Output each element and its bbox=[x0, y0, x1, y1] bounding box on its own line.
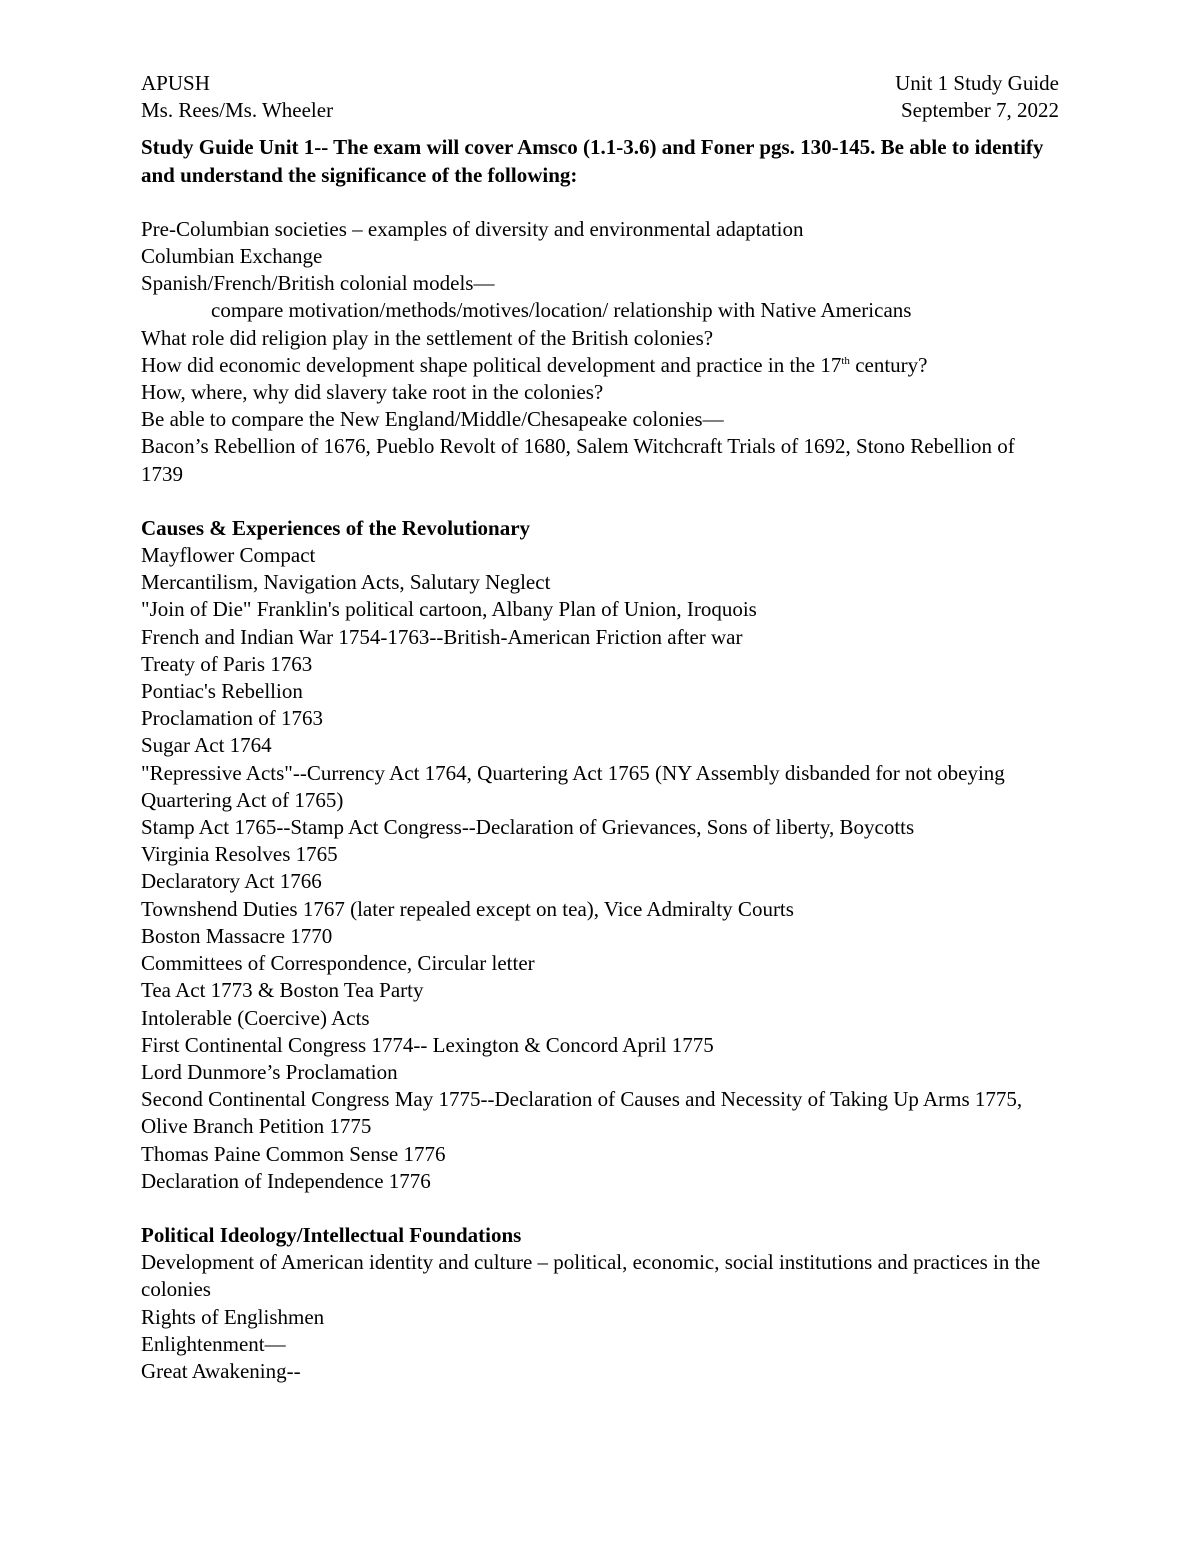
list-item: Development of American identity and culture – political, economic, social institutions and practices in the colonies bbox=[141, 1250, 1041, 1302]
list-item: Pontiac's Rebellion bbox=[141, 679, 303, 704]
list-item: Lord Dunmore’s Proclamation bbox=[141, 1059, 398, 1084]
document-title: Unit 1 Study Guide bbox=[895, 71, 1059, 95]
list-item: "Join of Die" Franklin's political cartoon, Albany Plan of Union, Iroquois bbox=[141, 597, 757, 622]
list-item: Mayflower Compact bbox=[141, 543, 316, 568]
list-item: Proclamation of 1763 bbox=[141, 706, 323, 731]
list-item: Sugar Act 1764 bbox=[141, 733, 272, 758]
list-item: Intolerable (Coercive) Acts bbox=[141, 1005, 370, 1030]
section-heading: Political Ideology/Intellectual Foundations bbox=[141, 1222, 522, 1247]
list-item: How, where, why did slavery take root in the colonies? bbox=[141, 380, 604, 405]
list-item: Bacon’s Rebellion of 1676, Pueblo Revolt of 1680, Salem Witchcraft Trials of 1692, Stono Rebellion of 1739 bbox=[141, 434, 1015, 486]
course-name: APUSH bbox=[141, 71, 210, 95]
list-item: Columbian Exchange bbox=[141, 244, 323, 269]
section-ideology bbox=[141, 1222, 1059, 1385]
list-item: Committees of Correspondence, Circular letter bbox=[141, 951, 535, 976]
header-row-1 bbox=[141, 70, 1059, 97]
section-overview bbox=[141, 216, 1059, 488]
list-item-text: century? bbox=[849, 352, 928, 377]
spacer bbox=[141, 488, 1059, 515]
superscript-ordinal: th bbox=[841, 354, 850, 367]
document-page bbox=[141, 70, 1059, 1385]
list-item: Spanish/French/British colonial models— bbox=[141, 271, 495, 296]
study-guide-intro: Study Guide Unit 1-- The exam will cover Amsco (1.1-3.6) and Foner pgs. 130-145. Be able to identify and understand the significance of the following: bbox=[141, 135, 1044, 187]
list-item: Townshend Duties 1767 (later repealed except on tea), Vice Admiralty Courts bbox=[141, 896, 794, 921]
list-item bbox=[141, 352, 1059, 379]
list-item: Second Continental Congress May 1775--Declaration of Causes and Necessity of Taking Up Arms 1775, Olive Branch Petition 1775 bbox=[141, 1087, 1023, 1139]
list-item: Declaration of Independence 1776 bbox=[141, 1168, 431, 1193]
spacer bbox=[141, 189, 1059, 216]
list-item: Stamp Act 1765--Stamp Act Congress--Declaration of Grievances, Sons of liberty, Boycotts bbox=[141, 815, 915, 840]
list-item: Great Awakening-- bbox=[141, 1358, 301, 1383]
list-item: Mercantilism, Navigation Acts, Salutary Neglect bbox=[141, 570, 551, 595]
list-item: Rights of Englishmen bbox=[141, 1304, 325, 1329]
list-item: Pre-Columbian societies – examples of diversity and environmental adaptation bbox=[141, 216, 804, 241]
header-row-2 bbox=[141, 97, 1059, 124]
list-item: Declaratory Act 1766 bbox=[141, 869, 322, 894]
list-item-indented: compare motivation/methods/motives/location/ relationship with Native Americans bbox=[211, 298, 912, 323]
list-item-text: How did economic development shape political development and practice in the 17 bbox=[141, 352, 842, 377]
list-item: Virginia Resolves 1765 bbox=[141, 842, 338, 867]
list-item: Thomas Paine Common Sense 1776 bbox=[141, 1141, 446, 1166]
list-item: What role did religion play in the settlement of the British colonies? bbox=[141, 325, 714, 350]
document-date: September 7, 2022 bbox=[900, 98, 1059, 123]
list-item: First Continental Congress 1774-- Lexington & Concord April 1775 bbox=[141, 1032, 714, 1057]
list-item: Be able to compare the New England/Middle/Chesapeake colonies— bbox=[141, 407, 724, 432]
list-item: Enlightenment— bbox=[141, 1331, 286, 1356]
teacher-names: Ms. Rees/Ms. Wheeler bbox=[141, 98, 334, 123]
list-item: "Repressive Acts"--Currency Act 1764, Quartering Act 1765 (NY Assembly disbanded for not obeying Quartering Act of 1765) bbox=[141, 760, 1005, 812]
section-revolutionary bbox=[141, 515, 1059, 1195]
spacer bbox=[141, 1195, 1059, 1222]
section-heading: Causes & Experiences of the Revolutionary bbox=[141, 515, 531, 540]
list-item: Tea Act 1773 & Boston Tea Party bbox=[141, 978, 424, 1003]
list-item: French and Indian War 1754-1763--British-American Friction after war bbox=[141, 624, 743, 649]
list-item: Boston Massacre 1770 bbox=[141, 923, 333, 948]
list-item: Treaty of Paris 1763 bbox=[141, 651, 313, 676]
